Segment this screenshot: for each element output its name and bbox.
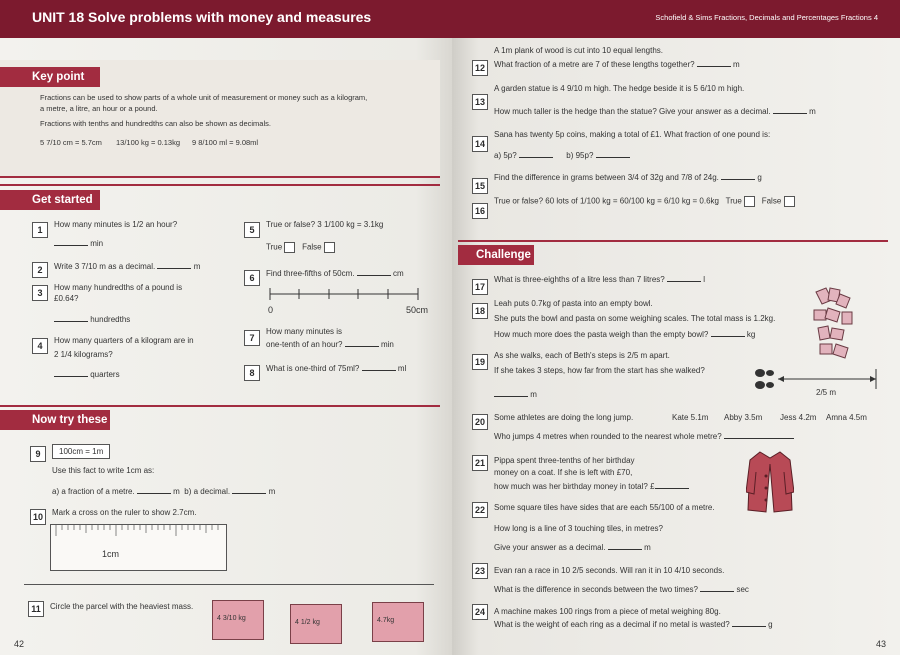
question-number: 9 — [30, 446, 46, 462]
question-20-text: Some athletes are doing the long jump. — [494, 413, 634, 422]
key-point-example-1: 5 7/10 cm = 5.7cm — [40, 138, 102, 147]
question-14-text: Sana has twenty 5p coins, making a total of £1. What fraction of one pound is: — [494, 130, 771, 139]
step-length-label: 2/5 m — [816, 388, 837, 397]
question-number: 14 — [472, 136, 488, 152]
question-number: 8 — [244, 365, 260, 381]
number-line-end: 50cm — [406, 305, 429, 315]
question-19-text-1: As she walks, each of Beth's steps is 2/5 m apart. — [494, 351, 670, 360]
question-number: 7 — [244, 330, 260, 346]
question-9-text: Use this fact to write 1cm as: — [52, 466, 155, 475]
parcel-3[interactable]: 4.7kg — [372, 602, 424, 642]
question-2-text: Write 3 7/10 m as a decimal. m — [54, 262, 201, 271]
get-started-tag: Get started — [0, 190, 100, 210]
question-number: 3 — [32, 285, 48, 301]
question-number: 16 — [472, 203, 488, 219]
unit-title: UNIT 18 Solve problems with money and measures — [32, 9, 372, 25]
true-checkbox[interactable] — [284, 242, 295, 253]
section-rule — [0, 405, 440, 407]
pasta-icon — [812, 286, 856, 364]
question-number: 17 — [472, 279, 488, 295]
question-number: 19 — [472, 354, 488, 370]
key-point-text-3: Fractions with tenths and hundredths can also be shown as decimals. — [40, 119, 271, 128]
key-point-text-2: a metre, a litre, an hour or a pound. — [40, 104, 158, 113]
question-21-text-1: Pippa spent three-tenths of her birthday — [494, 456, 635, 465]
question-18-text-2: She puts the bowl and pasta on some weighing scales. The total mass is 1.2kg. — [494, 314, 776, 323]
number-line-start: 0 — [268, 305, 274, 315]
question-24-text-1: A machine makes 100 rings from a piece of metal weighing 80g. — [494, 607, 721, 616]
question-22-text-2: How long is a line of 3 touching tiles, in metres? — [494, 524, 663, 533]
question-20-text-2: Who jumps 4 metres when rounded to the nearest whole metre? — [494, 431, 794, 441]
now-try-these-tag: Now try these — [0, 410, 110, 430]
question-24-text-2: What is the weight of each ring as a decimal if no metal is wasted? g — [494, 620, 773, 629]
question-number: 12 — [472, 60, 488, 76]
question-number: 5 — [244, 222, 260, 238]
question-23-text-2: What is the difference in seconds between the two times? sec — [494, 585, 749, 594]
question-14-answers: a) 5p? b) 95p? — [494, 150, 630, 160]
divider — [24, 584, 434, 585]
book-title: Schofield & Sims Fractions, Decimals and Percentages Fractions 4 — [655, 13, 878, 22]
question-7-text-1: How many minutes is — [266, 327, 343, 336]
question-8-text: What is one-third of 75ml? ml — [266, 364, 407, 373]
question-13-text-2: How much taller is the hedge than the statue? Give your answer as a decimal. m — [494, 107, 816, 116]
challenge-tag: Challenge — [458, 245, 534, 265]
unit-header — [0, 0, 452, 38]
question-number: 15 — [472, 178, 488, 194]
question-16-text: True or false? 60 lots of 1/100 kg = 60/100 kg = 6/10 kg = 0.6kg True False — [494, 196, 795, 207]
ruler[interactable] — [50, 524, 230, 574]
question-number: 20 — [472, 414, 488, 430]
question-9a-text: a) a fraction of a metre. m b) a decimal. m — [52, 487, 276, 496]
section-rule — [0, 184, 440, 186]
key-point-text-1: Fractions can be used to show parts of a whole unit of measurement or money such as a kilogram, — [40, 93, 368, 102]
question-number: 11 — [28, 601, 44, 617]
question-15-text: Find the difference in grams between 3/4 of 32g and 7/8 of 24g. g — [494, 173, 762, 182]
right-page — [452, 0, 900, 655]
question-6-text: Find three-fifths of 50cm. cm — [266, 269, 404, 278]
answer-blank[interactable]: quarters — [54, 369, 120, 379]
question-3-text-2: £0.64? — [54, 294, 79, 303]
answer-blank[interactable]: m — [494, 389, 537, 399]
question-17-text: What is three-eighths of a litre less than 7 litres? l — [494, 275, 705, 284]
question-21-text-2: money on a coat. If she is left with £70, — [494, 468, 633, 477]
key-point-tag: Key point — [0, 67, 100, 87]
parcel-1[interactable]: 4 3/10 kg — [212, 600, 264, 640]
athlete-amna: Amna 4.5m — [826, 413, 867, 422]
section-rule — [458, 240, 888, 242]
question-19-text-2: If she takes 3 steps, how far from the start has she walked? — [494, 366, 705, 375]
question-number: 2 — [32, 262, 48, 278]
question-number: 21 — [472, 455, 488, 471]
question-number: 10 — [30, 509, 46, 525]
question-3-text-1: How many hundredths of a pound is — [54, 283, 183, 292]
question-number: 4 — [32, 338, 48, 354]
question-number: 13 — [472, 94, 488, 110]
question-4-text-2: 2 1/4 kilograms? — [54, 350, 113, 359]
question-number: 22 — [472, 502, 488, 518]
question-10-text: Mark a cross on the ruler to show 2.7cm. — [52, 508, 197, 517]
question-12-text-1: A 1m plank of wood is cut into 10 equal lengths. — [494, 46, 663, 55]
question-22-text-3: Give your answer as a decimal. m — [494, 543, 651, 552]
question-1-text: How many minutes is 1/2 an hour? — [54, 220, 178, 229]
number-line[interactable] — [268, 284, 428, 306]
question-12-text-2: What fraction of a metre are 7 of these lengths together? m — [494, 60, 740, 69]
page-number-left: 42 — [14, 639, 25, 649]
question-4-text-1: How many quarters of a kilogram are in — [54, 336, 194, 345]
answer-blank[interactable]: min — [54, 238, 103, 248]
question-5-text: True or false? 3 1/100 kg = 3.1kg — [266, 220, 384, 229]
coat-icon — [746, 448, 794, 516]
fact-box: 100cm = 1m — [52, 444, 110, 459]
question-number: 18 — [472, 303, 488, 319]
question-11-text: Circle the parcel with the heaviest mass. — [50, 602, 194, 611]
question-18-text-1: Leah puts 0.7kg of pasta into an empty bowl. — [494, 299, 653, 308]
question-7-text-2: one-tenth of an hour? min — [266, 340, 394, 349]
key-point-example-2: 13/100 kg = 0.13kg — [116, 138, 181, 147]
false-checkbox[interactable] — [324, 242, 335, 253]
true-checkbox[interactable] — [744, 196, 755, 207]
page-number-right: 43 — [875, 639, 886, 649]
athlete-kate: Kate 5.1m — [672, 413, 709, 422]
key-point-example-3: 9 8/100 ml = 9.08ml — [192, 138, 259, 147]
question-13-text-1: A garden statue is 4 9/10 m high. The hedge beside it is 5 6/10 m high. — [494, 84, 745, 93]
question-22-text-1: Some square tiles have sides that are each 55/100 of a metre. — [494, 503, 715, 512]
book-header — [452, 0, 900, 38]
question-number: 24 — [472, 604, 488, 620]
question-number: 1 — [32, 222, 48, 238]
question-21-text-3: how much was her birthday money in total? £ — [494, 481, 689, 491]
parcel-2[interactable]: 4 1/2 kg — [290, 604, 342, 644]
false-checkbox[interactable] — [784, 196, 795, 207]
ruler-label: 1cm — [102, 549, 120, 559]
question-number: 23 — [472, 563, 488, 579]
athlete-jess: Jess 4.2m — [780, 413, 817, 422]
question-number: 6 — [244, 270, 260, 286]
true-false-options: True False — [266, 242, 335, 253]
question-18-text-3: How much more does the pasta weigh than the empty bowl? kg — [494, 330, 756, 339]
answer-blank[interactable]: hundredths — [54, 314, 130, 324]
athlete-abby: Abby 3.5m — [724, 413, 763, 422]
question-23-text-1: Evan ran a race in 10 2/5 seconds. Will ran it in 10 4/10 seconds. — [494, 566, 725, 575]
